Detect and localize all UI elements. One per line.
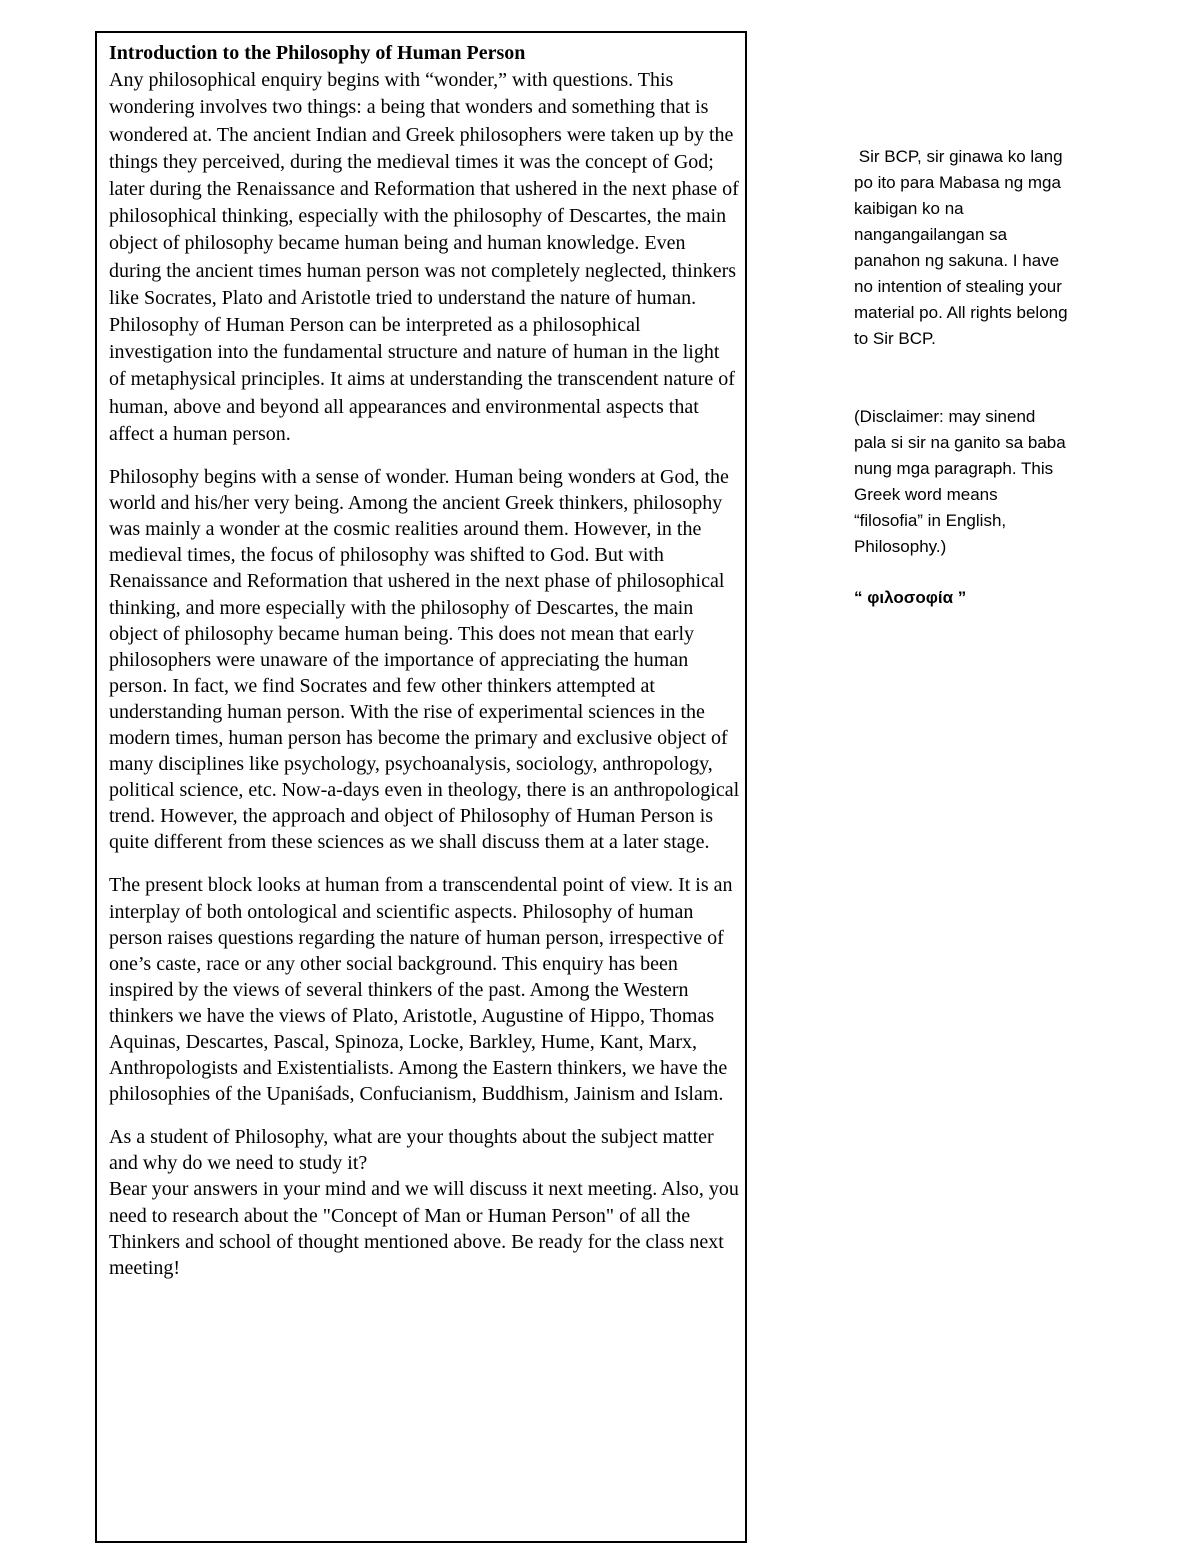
intro-section — [109, 40, 741, 448]
greek-word: “ φιλοσοφία ” — [854, 588, 967, 607]
side-note-disclaimer: (Disclaimer: may sinend pala si sir na ganito sa baba nung mga paragraph. This Greek word means “filosofia” in English, Philosophy.) — [854, 407, 1066, 556]
paragraph-wonder: Philosophy begins with a sense of wonder. Human being wonders at God, the world and his/her very being. Among the ancient Greek thinkers, philosophy was mainly a wonder at the cosmic realities around them. However, in the medieval times, the focus of philosophy was shifted to God. But with Renaissance and Reformation that ushered in the next phase of philosophical thinking, and more especially with the philosophy of Descartes, the main object of philosophy became human being. This does not mean that early philosophers were unaware of the importance of appreciating the human person. In fact, we find Socrates and few other thinkers attempted at understanding human person. With the rise of experimental sciences in the modern times, human person has become the primary and exclusive object of many disciplines like psychology, psychoanalysis, sociology, anthropology, political science, etc. Now-a-days even in theology, there is an anthropological trend. However, the approach and object of Philosophy of Human Person is quite different from these sciences as we shall discuss them at a later stage. — [109, 466, 740, 854]
intro-paragraph: Any philosophical enquiry begins with “wonder,” with questions. This wondering involves two things: a being that wonders and something that is wondered at. The ancient Indian and Greek philosophers were taken up by the things they perceived, during the medieval times it was the concept of God; later during the Renaissance and Reformation that ushered in the next phase of philosophical thinking, especially with the philosophy of Descartes, the main object of philosophy became human being and human knowledge. Even during the ancient times human person was not completely neglected, thinkers like Socrates, Plato and Aristotle tried to understand the nature of human. Philosophy of Human Person can be interpreted as a philosophical investigation into the fundamental structure and nature of human in the light of metaphysical principles. It aims at understanding the transcendent nature of human, above and beyond all appearances and environmental aspects that affect a human person. — [109, 69, 739, 445]
side-note — [854, 144, 1073, 611]
paragraph-present-block: The present block looks at human from a transcendental point of view. It is an interplay of both ontological and scientific aspects. Philosophy of human person raises questions regarding the nature of human person, irrespective of one’s caste, race or any other social background. This enquiry has been inspired by the views of several thinkers of the past. Among the Western thinkers we have the views of Plato, Aristotle, Augustine of Hippo, Thomas Aquinas, Descartes, Pascal, Spinoza, Locke, Barkley, Hume, Kant, Marx, Anthropologists and Existentialists. Among the Eastern thinkers, we have the philosophies of the Upaniśads, Confucianism, Buddhism, Jainism and Islam. — [109, 874, 733, 1106]
paragraph-assignment: As a student of Philosophy, what are your thoughts about the subject matter and why do we need to study it? Bear your answers in your mind and we will discuss it next meeting. Also, you need to research about the "Concept of Man or Human Person" of all the Thinkers and school of thought mentioned above. Be ready for the class next meeting! — [109, 1126, 739, 1279]
document-title: Introduction to the Philosophy of Human Person — [109, 42, 526, 64]
document-body — [109, 40, 741, 1281]
side-note-message: Sir BCP, sir ginawa ko lang po ito para Mabasa ng mga kaibigan ko na nangangailangan sa panahon ng sakuna. I have no intention of stealing your material po. All rights belong to Sir BCP. — [854, 147, 1073, 348]
